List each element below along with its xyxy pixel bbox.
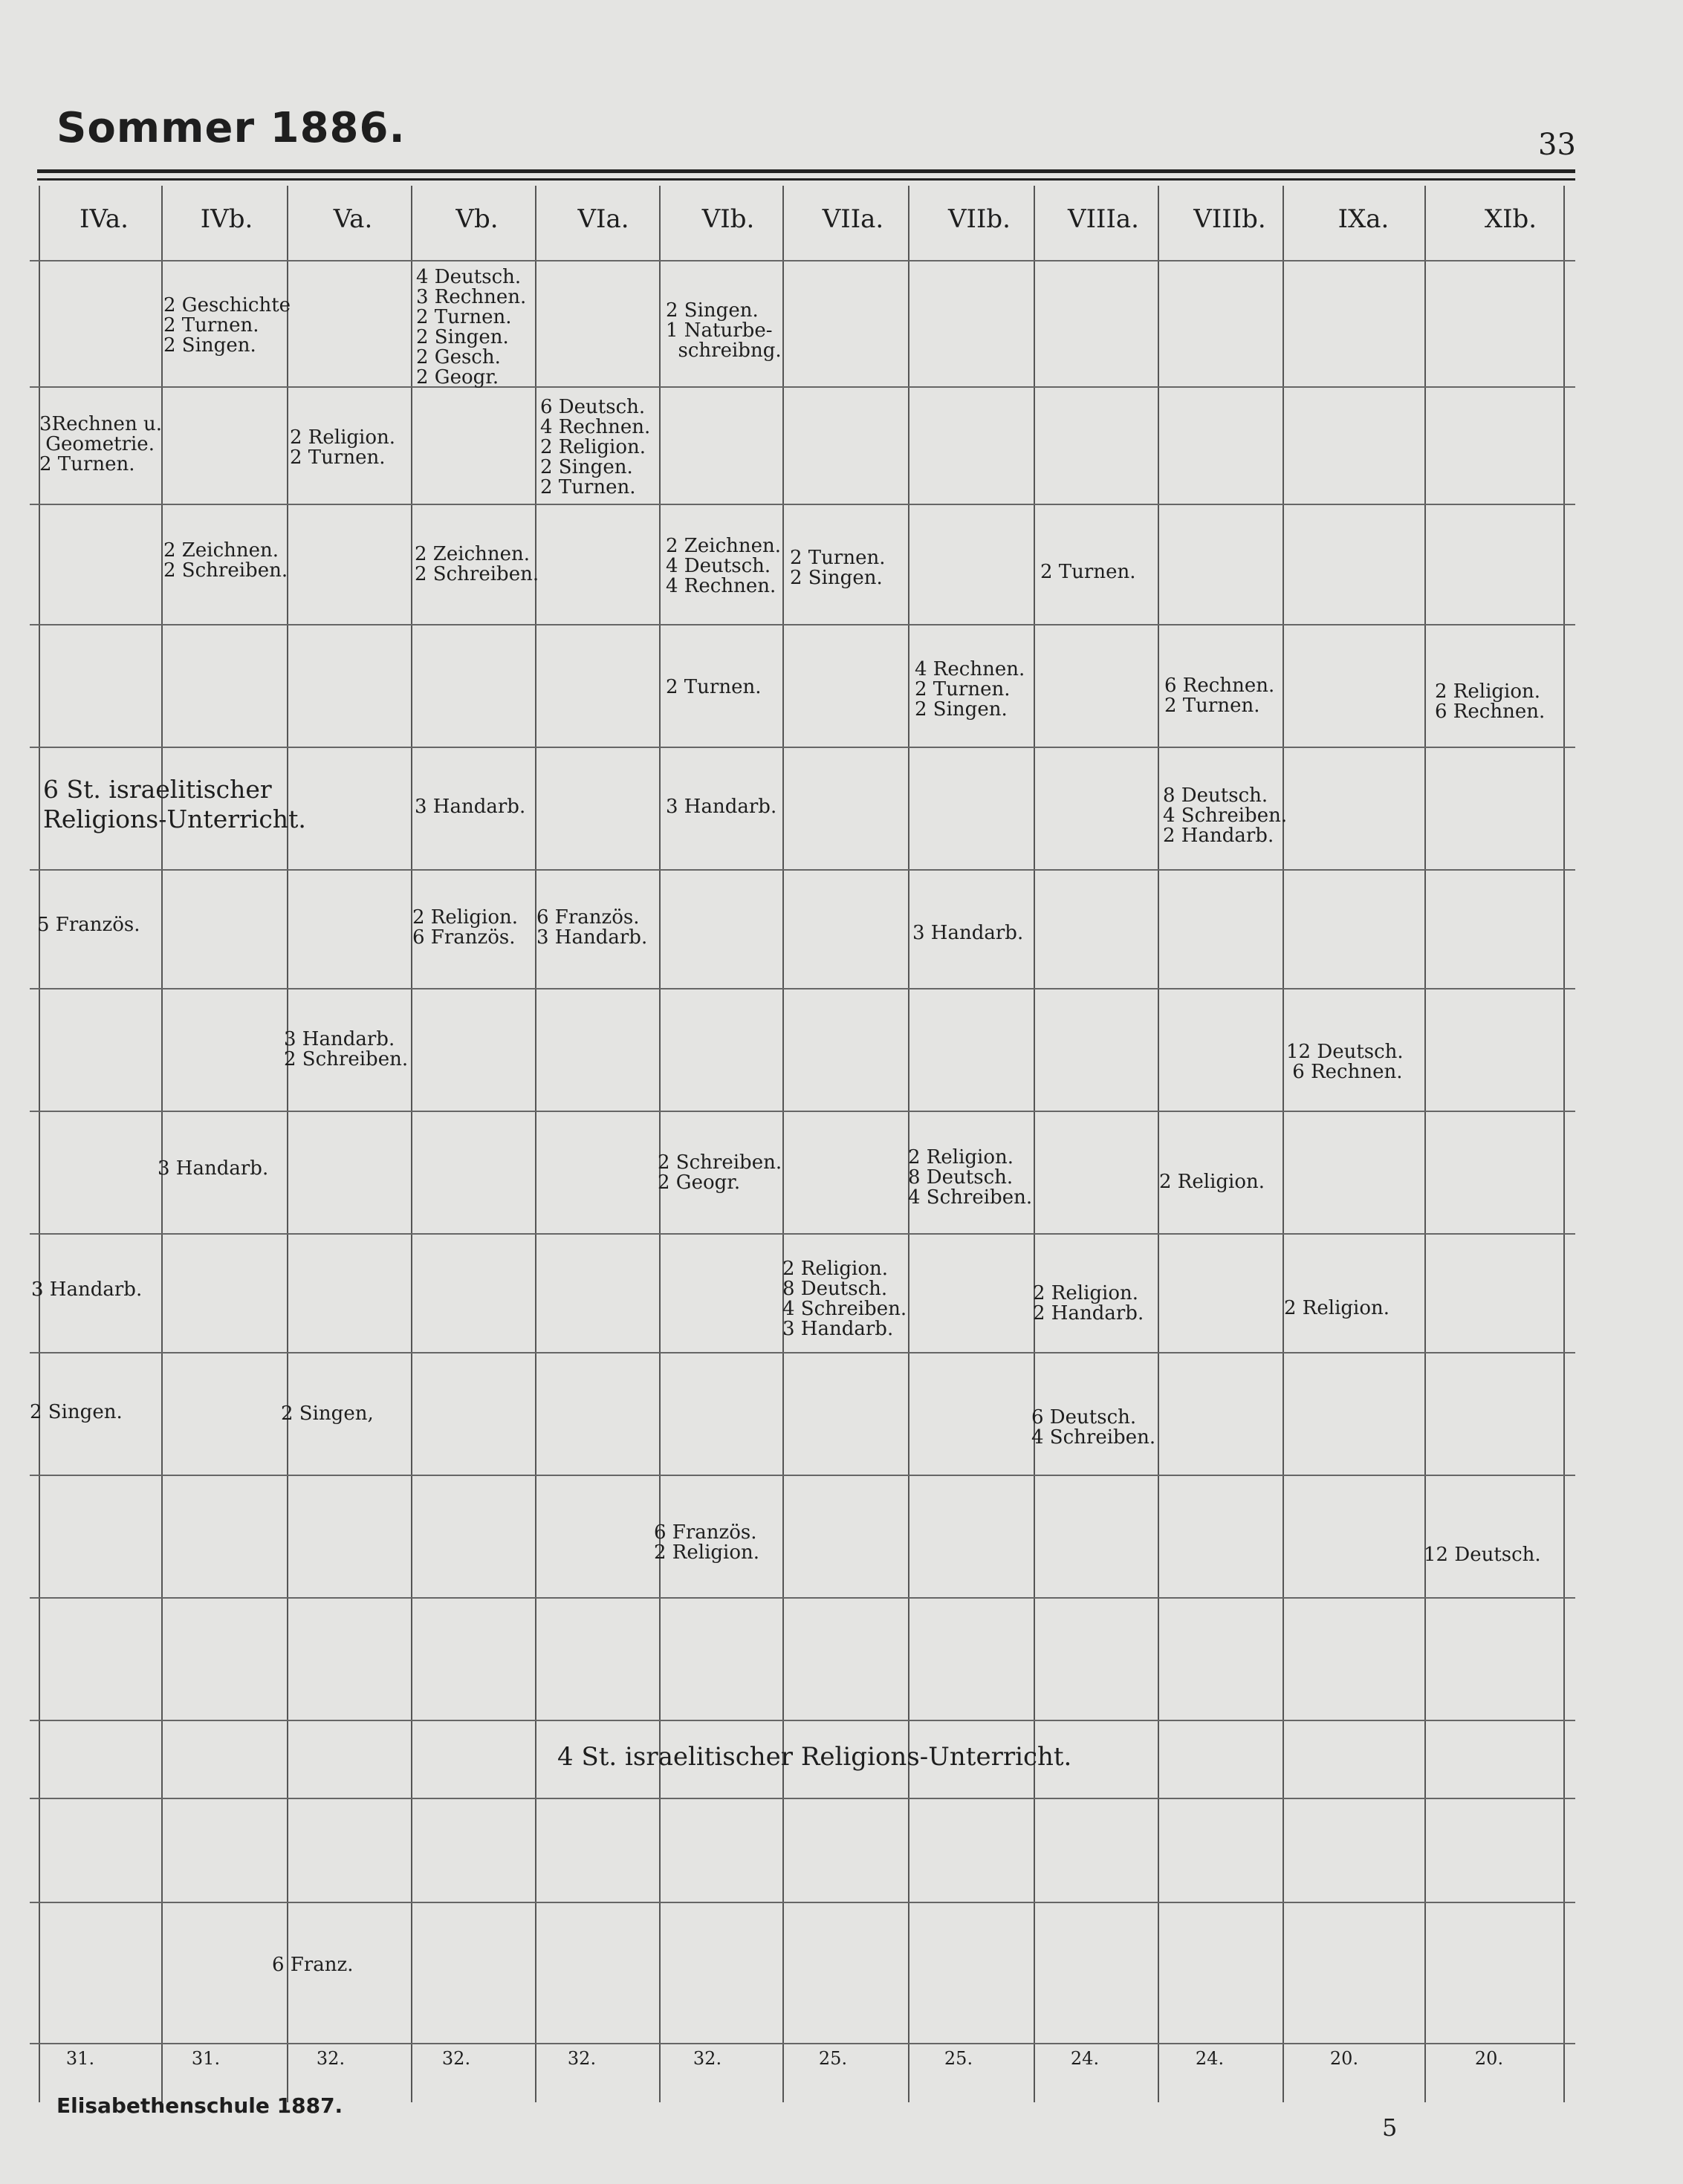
cell-r2-va: 2 Religion. 2 Turnen. [290, 426, 396, 469]
column-header-vib: VIb. [701, 204, 755, 234]
row-divider [30, 1233, 1575, 1235]
row-divider [30, 988, 1575, 989]
total-viib: 25. [944, 2048, 973, 2069]
total-iva: 31. [65, 2048, 95, 2069]
row-divider [30, 1352, 1575, 1353]
page-number: 33 [1538, 128, 1576, 162]
cell-r3-viiia: 2 Turnen. [1040, 561, 1136, 583]
total-va: 32. [316, 2048, 346, 2069]
column-header-ixa: IXa. [1337, 204, 1389, 234]
footer-imprint: Elisabethenschule 1887. [56, 2093, 343, 2118]
total-ixa: 20. [1329, 2048, 1359, 2069]
row-divider [30, 2043, 1575, 2044]
total-viia: 25. [818, 2048, 848, 2069]
cell-r6-via: 6 Französ. 3 Handarb. [536, 906, 648, 949]
cell-r3-vb: 2 Zeichnen. 2 Schreiben. [415, 543, 539, 585]
cell-r4-xib: 2 Religion. 6 Rechnen. [1435, 680, 1546, 723]
column-divider [535, 186, 536, 2102]
cell-r2-via: 6 Deutsch. 4 Rechnen. 2 Religion. 2 Singen. 2 Turnen. [540, 396, 651, 498]
column-header-va: Va. [333, 204, 373, 234]
column-divider [908, 186, 909, 2102]
column-header-xib: XIb. [1484, 204, 1537, 234]
cell-r8-ivb: 3 Handarb. [158, 1157, 269, 1180]
cell-r8-viib: 2 Religion. 8 Deutsch. 4 Schreiben. [908, 1146, 1033, 1209]
cell-r2-iva: 3Rechnen u. Geometrie. 2 Turnen. [39, 413, 162, 475]
top-rule-thin [37, 178, 1575, 181]
column-divider [287, 186, 288, 2102]
cell-r6-iva: 5 Französ. [37, 914, 140, 936]
column-header-via: VIa. [577, 204, 629, 234]
top-rule [37, 169, 1575, 173]
total-viiib: 24. [1195, 2048, 1225, 2069]
cell-r4-viiib: 6 Rechnen. 2 Turnen. [1164, 675, 1275, 717]
row-divider [30, 1720, 1575, 1721]
column-divider [1158, 186, 1159, 2102]
cell-r6-vb: 2 Religion. 6 Französ. [412, 906, 519, 949]
cell-r1-ivb: 2 Geschichte 2 Turnen. 2 Singen. [163, 294, 291, 357]
column-divider [1563, 186, 1565, 2102]
cell-r7-va: 3 Handarb. 2 Schreiben. [284, 1028, 409, 1070]
column-header-viib: VIIb. [948, 204, 1011, 234]
column-header-viiib: VIIIb. [1193, 204, 1266, 234]
cell-r1-vb: 4 Deutsch. 3 Rechnen. 2 Turnen. 2 Singen. 2 Gesch. 2 Geogr. [416, 266, 527, 389]
cell-r10-iva: 2 Singen. [30, 1401, 123, 1423]
cell-r8-viiib: 2 Religion. [1159, 1171, 1265, 1193]
cell-r14-va: 6 Franz. [272, 1954, 354, 1976]
total-xib: 20. [1474, 2048, 1504, 2069]
cell-r8-vib: 2 Schreiben. 2 Geogr. [658, 1151, 782, 1194]
cell-r10-va: 2 Singen, [281, 1403, 374, 1425]
column-header-ivb: IVb. [200, 204, 253, 234]
column-header-viia: VIIa. [822, 204, 884, 234]
cell-r3-viia: 2 Turnen. 2 Singen. [790, 547, 886, 589]
column-divider [411, 186, 412, 2102]
total-viiia: 24. [1070, 2048, 1100, 2069]
page-title: Sommer 1886. [56, 104, 406, 152]
row-divider [30, 504, 1575, 505]
row-divider [30, 869, 1575, 871]
cell-r3-vib: 2 Zeichnen. 4 Deutsch. 4 Rechnen. [666, 535, 782, 597]
column-divider [1282, 186, 1284, 2102]
row-divider [30, 1798, 1575, 1799]
total-via: 32. [567, 2048, 597, 2069]
row-divider [30, 1111, 1575, 1112]
row-divider [30, 260, 1575, 261]
column-header-viiia: VIIIa. [1068, 204, 1139, 234]
cell-r11-xib: 12 Deutsch. [1424, 1544, 1541, 1566]
israelite-religion-note: 4 St. israelitischer Religions-Unterricht. [557, 1742, 1072, 1772]
footer-signature-mark: 5 [1382, 2113, 1398, 2142]
cell-r3-ivb: 2 Zeichnen. 2 Schreiben. [163, 539, 288, 582]
cell-r9-viia: 2 Religion. 8 Deutsch. 4 Schreiben. 3 Handarb. [782, 1258, 907, 1340]
cell-r10-viiia: 6 Deutsch. 4 Schreiben. [1031, 1406, 1156, 1449]
cell-r1-vib: 2 Singen. 1 Naturbe- schreibng. [666, 299, 782, 362]
cell-r11-vib: 6 Französ. 2 Religion. [654, 1521, 760, 1564]
total-vb: 32. [441, 2048, 471, 2069]
row-divider [30, 624, 1575, 625]
cell-r5-viiib: 8 Deutsch. 4 Schreiben. 2 Handarb. [1163, 784, 1288, 847]
column-divider [1424, 186, 1426, 2102]
cell-r5-isr-note: 6 St. israelitischer Religions-Unterricht. [43, 775, 306, 833]
row-divider [30, 1597, 1575, 1599]
cell-r4-viib: 4 Rechnen. 2 Turnen. 2 Singen. [915, 658, 1025, 721]
row-divider [30, 1902, 1575, 1903]
total-vib: 32. [693, 2048, 722, 2069]
column-header-iva: IVa. [80, 204, 129, 234]
row-divider [30, 1475, 1575, 1476]
column-divider [659, 186, 661, 2102]
cell-r6-viib: 3 Handarb. [912, 922, 1024, 944]
cell-r5-vib: 3 Handarb. [666, 796, 777, 818]
cell-r9-viiia: 2 Religion. 2 Handarb. [1033, 1282, 1144, 1325]
column-divider [782, 186, 784, 2102]
cell-r9-ixa: 2 Religion. [1284, 1297, 1390, 1319]
cell-r7-ixa: 12 Deutsch. 6 Rechnen. [1286, 1041, 1404, 1083]
total-ivb: 31. [191, 2048, 221, 2069]
row-divider [30, 747, 1575, 748]
row-divider [30, 386, 1575, 388]
cell-r5-vb: 3 Handarb. [415, 796, 526, 818]
cell-r4-vib: 2 Turnen. [666, 676, 762, 698]
column-header-vb: Vb. [455, 204, 499, 234]
column-divider [1034, 186, 1035, 2102]
cell-r9-iva: 3 Handarb. [31, 1278, 143, 1301]
